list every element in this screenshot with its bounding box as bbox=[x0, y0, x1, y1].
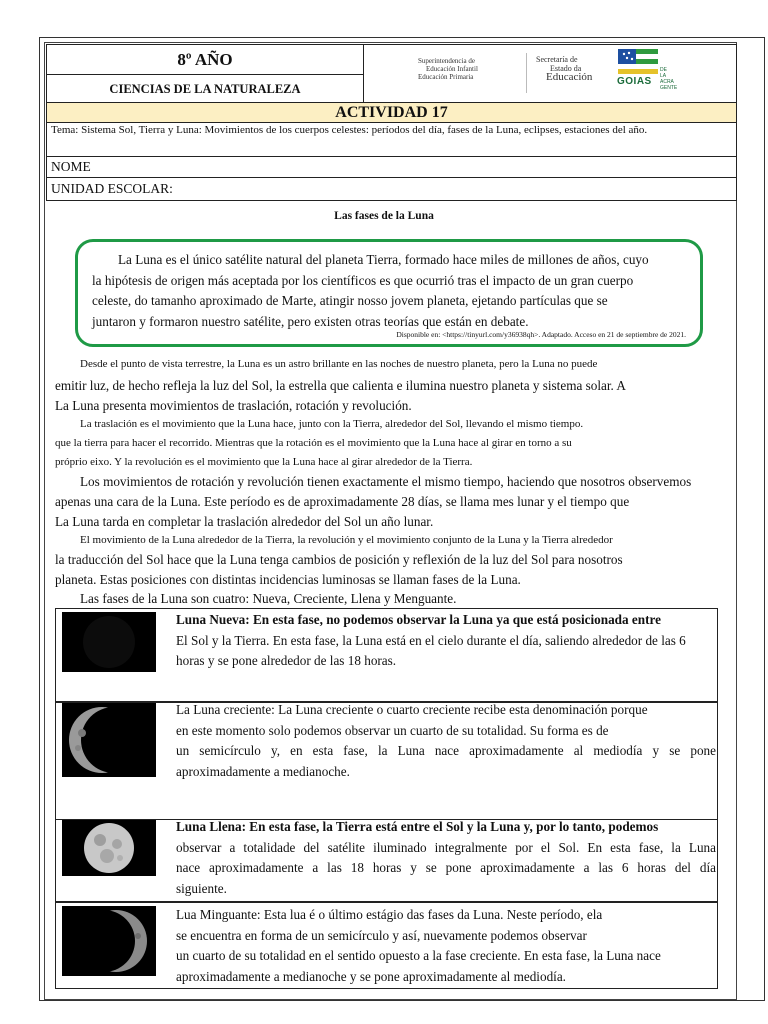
full-moon-icon bbox=[62, 820, 156, 876]
body-line: Desde el punto de vista terrestre, la Luna es un astro brillante en las noches de nuestro planeta, pero la Luna no puede bbox=[80, 358, 598, 370]
body-line: Los movimientos de rotación y revolución tienen exactamente el mismo tiempo, haciendo que nosotros observemos bbox=[80, 474, 692, 489]
secretaria-logo: Secretaría de Estado da Educación bbox=[536, 55, 593, 83]
waxing-moon-image bbox=[62, 703, 156, 777]
subject-heading: CIENCIAS DE LA NATURALEZA bbox=[46, 75, 364, 103]
body-line: la traducción del Sol hace que la Luna tenga cambios de posición y reflexión de la luz del Sol para nosotros bbox=[55, 552, 623, 567]
full-moon-image bbox=[62, 820, 156, 876]
activity-title: ACTIVIDAD 17 bbox=[46, 103, 737, 123]
waxing-crescent-icon bbox=[62, 703, 156, 777]
tema-row: Tema: Sistema Sol, Tierra y Luna: Movimientos de los cuerpos celestes: períodos del día, fases de la Luna, eclipses, estaciones del año. bbox=[46, 123, 737, 157]
logos-panel bbox=[364, 44, 737, 103]
body-line: La Luna presenta movimientos de traslación, rotación y revolución. bbox=[55, 398, 412, 413]
page-title: Las fases de la Luna bbox=[334, 210, 434, 222]
goias-logo-side: DE LA ACRA GENTE bbox=[660, 67, 678, 91]
waning-crescent-icon bbox=[62, 906, 156, 976]
body-line: La traslación es el movimiento que la Luna hace, junto con la Tierra, alrededor del Sol, llevando el mismo tiempo. bbox=[80, 418, 584, 430]
nome-field[interactable]: NOME bbox=[46, 157, 737, 178]
unidad-escolar-field[interactable]: UNIDAD ESCOLAR: bbox=[46, 178, 737, 201]
phase-text-creciente: La Luna creciente: La Luna creciente o cuarto creciente recibe esta denominación porque en este momento solo podemos observar un cuarto de su totalidad. Su forma es de un semicírculo y, en esta fase, la Luna nace aproximadamente al mediodía y se pone aproximadamente a medianoche. bbox=[176, 702, 716, 779]
body-line: planeta. Estas posiciones con distintas incidencias luminosas se llaman fases de la Luna. bbox=[55, 572, 521, 587]
logo-divider bbox=[526, 53, 527, 93]
body-line: que la tierra para hacer el recorrido. Mientras que la rotación es el movimiento que la Luna hace al girar en torno a su bbox=[55, 437, 572, 449]
body-line: La Luna tarda en completar la traslación alrededor del Sol un año lunar. bbox=[55, 514, 434, 529]
intro-source: Disponible en: <https://tinyurl.com/y36938qh>. Adaptado. Acceso en 21 de septiembre de 2021. bbox=[396, 330, 686, 339]
body-line: El movimiento de la Luna alrededor de la Tierra, la revolución y el movimiento conjunto de la Luna y la Tierra alrededor bbox=[80, 534, 613, 546]
body-line: Las fases de la Luna son cuatro: Nueva, Creciente, Llena y Menguante. bbox=[80, 591, 457, 606]
phase-text-nueva: Luna Nueva: En esta fase, no podemos observar la Luna ya que está posicionada entre El Sol y la Tierra. En esta fase, la Luna está en el cielo durante el día, saliendo alrededor de las 6 horas y se pone alrededor de las 18 horas. bbox=[176, 612, 686, 668]
body-line: apenas una cara de la Luna. Este período es de aproximadamente 28 días, se llama mes lunar y el tiempo que bbox=[55, 494, 630, 509]
new-moon-image bbox=[62, 612, 156, 672]
superintendencia-logo: Superintendencia de Educación Infantil Educación Primaria bbox=[418, 57, 478, 81]
body-line: emitir luz, de hecho refleja la luz del Sol, la estrella que calienta e ilumina nuestro planeta y sistema solar. A bbox=[55, 378, 626, 393]
waning-moon-image bbox=[62, 906, 156, 976]
new-moon-icon bbox=[62, 612, 156, 672]
goias-logo-text: GOIAS bbox=[617, 76, 652, 87]
intro-text: La Luna es el único satélite natural del planeta Tierra, formado hace miles de millones de años, cuyo la hipótesis de origen más aceptada por los científicos es que ocurrió tras el impacto de un gran cuerpo celeste, do tamanho aproximado de Marte, atingir nosso jovem planeta, ejetando partículas que se juntaron y formaron nuestro satélite, pero existen otras teorías que están en debate. bbox=[92, 252, 649, 329]
phase-text-llena: Luna Llena: En esta fase, la Tierra está entre el Sol y la Luna y, por lo tanto, podemos observar a totalidade del satélite iluminado integralmente por el Sol. En esta fase, la Luna nace aproximadamente a las 18 horas y se pone aproximadamente a las 6 horas del día siguiente. bbox=[176, 819, 716, 896]
body-line: próprio eixo. Y la revolución es el movimiento que la Luna hace al girar alrededor de la Tierra. bbox=[55, 456, 473, 468]
phase-text-menguante: Lua Minguante: Esta lua é o último estágio das fases da Luna. Neste período, ela se encuentra en forma de un semicírculo y así, nuevamente podemos observar un cuarto de su totalidad en el sentido opuesto a la fase creciente. En esta fase, la Luna nace aproximadamente a medianoche y se pone aproximadamente al mediodía. bbox=[176, 907, 661, 984]
grade-heading: 8º AÑO bbox=[46, 44, 364, 75]
